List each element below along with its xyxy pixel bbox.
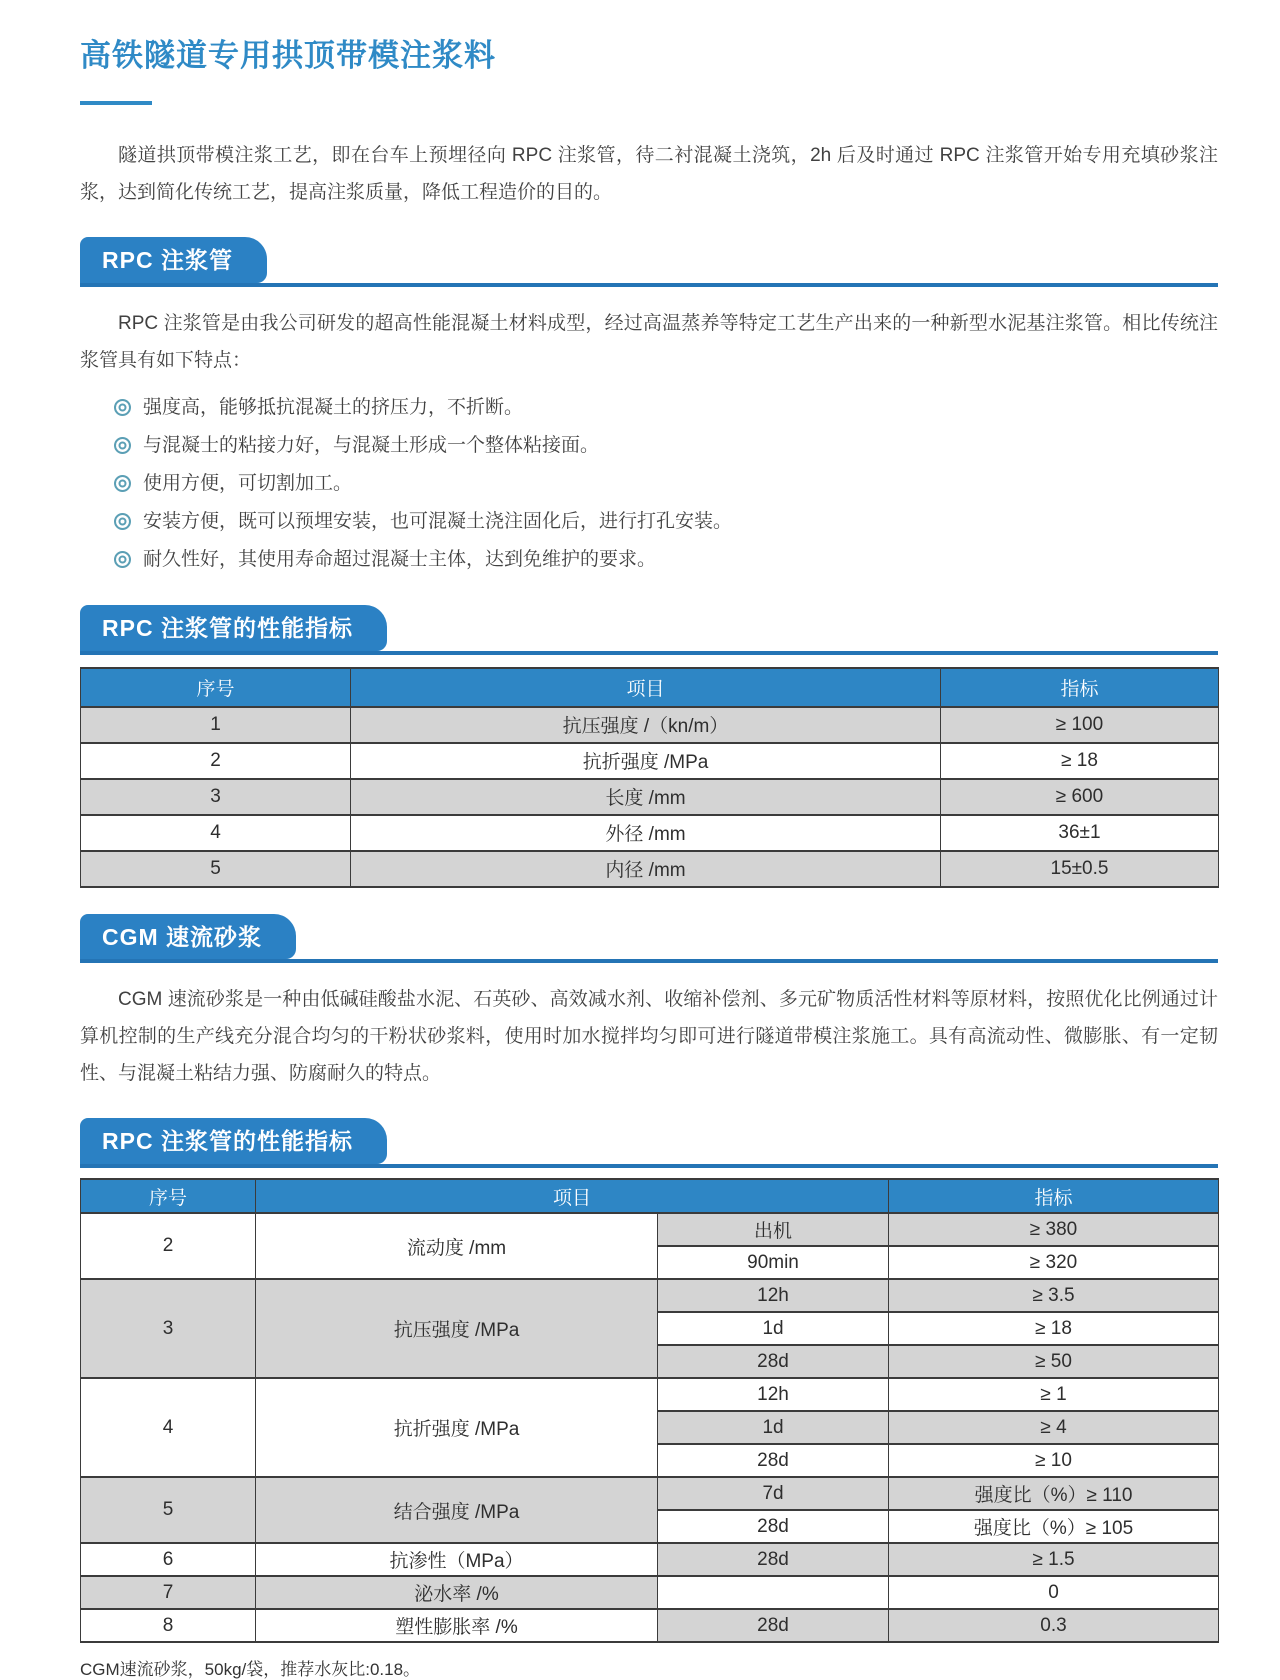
table-cell: 1d <box>658 1411 889 1444</box>
table-cell: 7d <box>658 1477 889 1510</box>
table-cell: 28d <box>658 1543 889 1576</box>
table-cell: 5 <box>81 851 351 887</box>
section-header-cgm <box>80 914 1218 964</box>
table-cell <box>658 1576 889 1609</box>
table-row <box>81 1378 1219 1411</box>
rpc-pipe-paragraph: RPC 注浆管是由我公司研发的超高性能混凝土材料成型，经过高温蒸养等特定工艺生产出来的一种新型水泥基注浆管。相比传统注浆管具有如下特点： <box>80 312 1218 371</box>
table-cell: 4 <box>81 1378 256 1477</box>
table-cell: ≥ 50 <box>889 1345 1219 1378</box>
table-cell: 抗折强度 /MPa <box>256 1378 658 1477</box>
table-cell: ≥ 600 <box>941 779 1219 815</box>
section-header-rpc-pipe <box>80 237 1218 287</box>
table-footnote: CGM速流砂浆，50kg/袋，推荐水灰比:0.18。 <box>80 1660 421 1679</box>
bullseye-bullet-icon <box>114 437 131 454</box>
table-cell: 28d <box>658 1609 889 1642</box>
list-item <box>114 427 1218 465</box>
section-badge: RPC 注浆管的性能指标 <box>80 605 387 651</box>
table-cell: 结合强度 /MPa <box>256 1477 658 1543</box>
table-cell: 0.3 <box>889 1609 1219 1642</box>
cgm-performance-table <box>80 1178 1219 1643</box>
table-cell: 36±1 <box>941 815 1219 851</box>
table-row <box>81 779 1219 815</box>
table-row <box>81 743 1219 779</box>
list-item <box>114 465 1218 503</box>
table-cell: 3 <box>81 1279 256 1378</box>
table-cell: 抗渗性（MPa） <box>256 1543 658 1576</box>
table-cell: 长度 /mm <box>351 779 941 815</box>
table-cell: 12h <box>658 1279 889 1312</box>
feature-list <box>80 389 1218 579</box>
bullseye-bullet-icon <box>114 551 131 568</box>
table-cell: 2 <box>81 743 351 779</box>
column-header: 指标 <box>941 668 1219 707</box>
table-cell: 90min <box>658 1246 889 1279</box>
table-cell: 8 <box>81 1609 256 1642</box>
list-item <box>114 503 1218 541</box>
table-cell: ≥ 10 <box>889 1444 1219 1477</box>
table-cell: ≥ 100 <box>941 707 1219 743</box>
table-row <box>81 1609 1219 1642</box>
table-cell: ≥ 18 <box>889 1312 1219 1345</box>
table-cell: 5 <box>81 1477 256 1543</box>
table-cell: 内径 /mm <box>351 851 941 887</box>
table-cell: 0 <box>889 1576 1219 1609</box>
section-header-cgm-table <box>80 1118 1218 1168</box>
cgm-paragraph: CGM 速流砂浆是一种由低碱硅酸盐水泥、石英砂、高效减水剂、收缩补偿剂、多元矿物质活性材料等原材料，按照优化比例通过计算机控制的生产线充分混合均匀的干粉状砂浆料，使用时加水搅拌均匀即可进行隧道带模注浆施工。具有高流动性、微膨胀、有一定韧性、与混凝土粘结力强、防腐耐久的特点。 <box>80 989 1218 1085</box>
table-cell: 2 <box>81 1213 256 1279</box>
table-row <box>81 1477 1219 1510</box>
section-badge: RPC 注浆管 <box>80 237 267 283</box>
table-cell: 3 <box>81 779 351 815</box>
list-item <box>114 541 1218 579</box>
page-title: 高铁隧道专用拱顶带模注浆料 <box>80 38 496 73</box>
table-cell: 7 <box>81 1576 256 1609</box>
rpc-performance-table <box>80 667 1219 888</box>
table-row <box>81 707 1219 743</box>
table-cell: 抗折强度 /MPa <box>351 743 941 779</box>
column-header: 项目 <box>351 668 941 707</box>
table-cell: 抗压强度 /（kn/m） <box>351 707 941 743</box>
table-cell: 28d <box>658 1444 889 1477</box>
table-cell: ≥ 18 <box>941 743 1219 779</box>
table-row <box>81 1576 1219 1609</box>
list-item-text: 耐久性好，其使用寿命超过混凝士主体，达到免维护的要求。 <box>143 548 657 570</box>
list-item-text: 强度高，能够抵抗混凝土的挤压力，不折断。 <box>143 396 524 418</box>
table-cell: 12h <box>658 1378 889 1411</box>
list-item-text: 安装方便，既可以预埋安装，也可混凝土浇注固化后，进行打孔安装。 <box>143 510 733 532</box>
table-cell: 强度比（%）≥ 105 <box>889 1510 1219 1543</box>
table-cell: 1d <box>658 1312 889 1345</box>
bullseye-bullet-icon <box>114 513 131 530</box>
table-header-row <box>81 1179 1219 1213</box>
table-cell: ≥ 4 <box>889 1411 1219 1444</box>
table-header-row <box>81 668 1219 707</box>
column-header: 指标 <box>889 1179 1219 1213</box>
table-cell: ≥ 3.5 <box>889 1279 1219 1312</box>
table-cell: 塑性膨胀率 /% <box>256 1609 658 1642</box>
column-header: 序号 <box>81 668 351 707</box>
table-cell: 出机 <box>658 1213 889 1246</box>
column-header: 序号 <box>81 1179 256 1213</box>
section-badge: CGM 速流砂浆 <box>80 914 296 960</box>
table-cell: 1 <box>81 707 351 743</box>
section-badge: RPC 注浆管的性能指标 <box>80 1118 387 1164</box>
table-cell: ≥ 320 <box>889 1246 1219 1279</box>
list-item-text: 使用方便，可切割加工。 <box>143 472 353 494</box>
table-row <box>81 815 1219 851</box>
table-row <box>81 851 1219 887</box>
table-cell: 流动度 /mm <box>256 1213 658 1279</box>
list-item-text: 与混凝士的粘接力好，与混凝土形成一个整体粘接面。 <box>143 434 600 456</box>
table-cell: 外径 /mm <box>351 815 941 851</box>
table-cell: ≥ 1 <box>889 1378 1219 1411</box>
column-header: 项目 <box>256 1179 889 1213</box>
table-cell: 15±0.5 <box>941 851 1219 887</box>
section-header-rpc-table <box>80 605 1218 655</box>
table-cell: 泌水率 /% <box>256 1576 658 1609</box>
table-cell: 强度比（%）≥ 110 <box>889 1477 1219 1510</box>
table-row <box>81 1213 1219 1246</box>
title-underline <box>80 101 152 105</box>
intro-paragraph: 隧道拱顶带模注浆工艺，即在台车上预埋径向 RPC 注浆管，待二衬混凝土浇筑，2h 后及时通过 RPC 注浆管开始专用充填砂浆注浆，达到简化传统工艺，提高注浆质量，降低工程造价的目的。 <box>80 145 1218 203</box>
list-item <box>114 389 1218 427</box>
bullseye-bullet-icon <box>114 399 131 416</box>
table-cell: 28d <box>658 1345 889 1378</box>
table-row <box>81 1543 1219 1576</box>
table-cell: 4 <box>81 815 351 851</box>
table-cell: 28d <box>658 1510 889 1543</box>
table-cell: ≥ 1.5 <box>889 1543 1219 1576</box>
table-cell: 6 <box>81 1543 256 1576</box>
bullseye-bullet-icon <box>114 475 131 492</box>
table-row <box>81 1279 1219 1312</box>
table-cell: ≥ 380 <box>889 1213 1219 1246</box>
table-cell: 抗压强度 /MPa <box>256 1279 658 1378</box>
